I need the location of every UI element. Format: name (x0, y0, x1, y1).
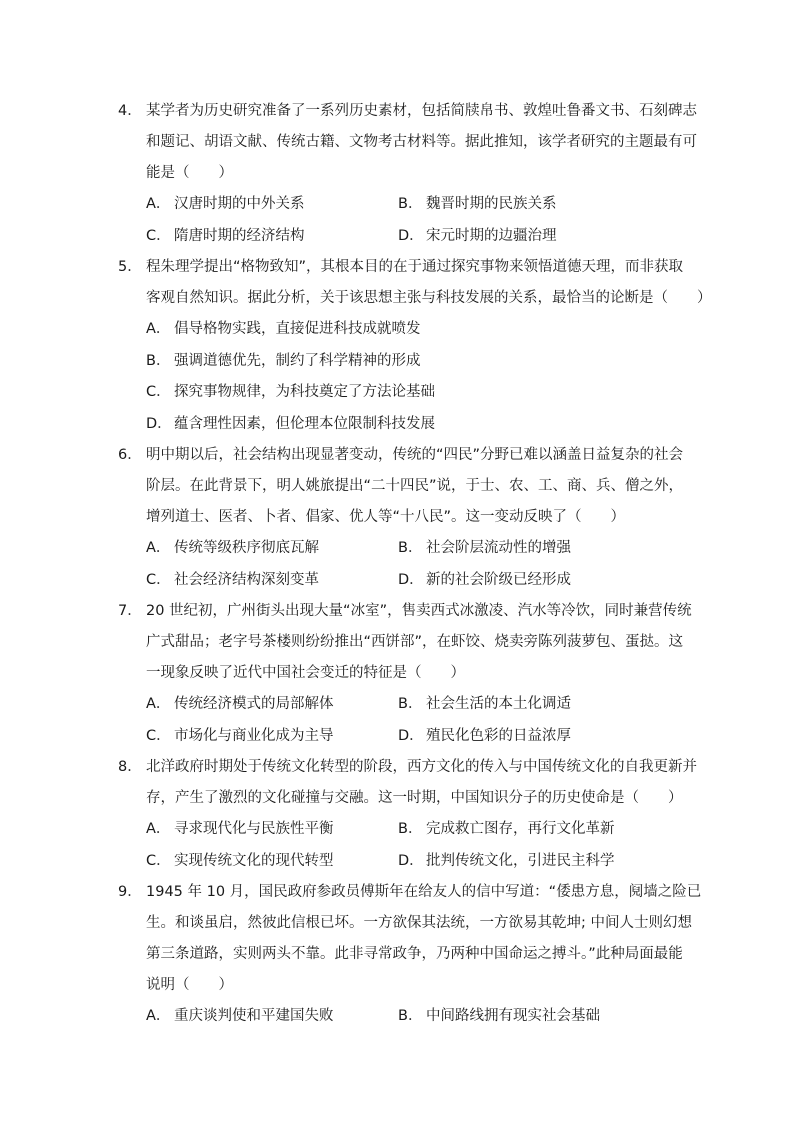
stem-line: 第三条道路，实则两头不靠。此非寻常政争，乃两种中国命运之搏斗。”此种局面最能 (146, 946, 683, 962)
option-text: 实现传统文化的现代转型 (174, 852, 334, 869)
option-a[interactable] (146, 814, 398, 846)
stem-line: 说明（ ） (146, 977, 233, 993)
question-number: 8． (118, 759, 142, 775)
question-4 (118, 96, 697, 252)
option-a[interactable] (146, 314, 421, 346)
option-c[interactable] (146, 721, 398, 753)
question-stem (118, 440, 688, 533)
option-d[interactable] (398, 721, 571, 753)
option-text: 隋唐时期的经济结构 (174, 227, 305, 244)
stem-line: 存，产生了激烈的文化碰撞与交融。这一时期，中国知识分子的历史使命是（ ） (146, 790, 683, 806)
option-letter: D． (146, 415, 172, 432)
answer-options (118, 1001, 688, 1033)
stem-line: 北洋政府时期处于传统文化转型的阶段，西方文化的传入与中国传统文化的自我更新并 (146, 759, 697, 775)
option-text: 魏晋时期的民族关系 (426, 196, 557, 212)
question-8 (118, 752, 697, 877)
question-stem (118, 752, 697, 814)
stem-line: 和题记、胡语文献、传统古籍、文物考古材料等。据此推知，该学者研究的主题最有可 (146, 134, 697, 150)
option-text: 社会经济结构深刻变革 (174, 571, 319, 588)
question-number: 9． (118, 884, 142, 900)
question-stem (118, 96, 697, 189)
option-a[interactable] (146, 1001, 398, 1033)
option-text: 探究事物规律，为科技奠定了方法论基础 (174, 384, 435, 400)
option-text: 社会阶层流动性的增强 (426, 540, 571, 556)
option-text: 完成救亡图存，再行文化革新 (426, 821, 615, 837)
option-text: 重庆谈判使和平建国失败 (174, 1008, 334, 1024)
option-text: 传统等级秩序彻底瓦解 (174, 540, 319, 556)
option-letter: A． (146, 321, 171, 337)
option-letter: D． (398, 727, 424, 744)
option-text: 寻求现代化与民族性平衡 (174, 821, 334, 837)
option-letter: A． (146, 1008, 171, 1024)
stem-line: 某学者为历史研究准备了一系列历史素材，包括简牍帛书、敦煌吐鲁番文书、石刻碑志 (146, 103, 697, 119)
question-5 (118, 252, 712, 440)
stem-line: 能是（ ） (146, 165, 233, 181)
stem-line: 阶层。在此背景下，明人姚旅提出“二十四民”说，于士、农、工、商、兵、僧之外， (146, 478, 684, 494)
question-number: 7． (118, 603, 142, 619)
option-c[interactable] (146, 377, 435, 409)
option-letter: D． (398, 852, 424, 869)
option-a[interactable] (146, 689, 398, 721)
option-text: 市场化与商业化成为主导 (174, 727, 334, 744)
option-letter: B． (398, 696, 423, 712)
option-b[interactable] (398, 814, 615, 846)
question-number: 6． (118, 447, 142, 463)
question-number: 5． (118, 259, 142, 275)
question-number: 4． (118, 103, 142, 119)
answer-options (118, 533, 688, 596)
option-c[interactable] (146, 221, 398, 253)
answer-options (118, 314, 688, 440)
stem-line: 程朱理学提出“格物致知”，其根本目的在于通过探究事物来领悟道德天理，而非获取 (146, 259, 684, 275)
option-letter: C． (146, 852, 171, 869)
option-d[interactable] (398, 221, 557, 253)
option-text: 强调道德优先，制约了科学精神的形成 (174, 352, 421, 369)
option-letter: B． (398, 821, 423, 837)
option-text: 宋元时期的边疆治理 (426, 227, 557, 244)
option-letter: B． (398, 1008, 423, 1024)
question-7 (118, 596, 692, 752)
option-letter: D． (398, 227, 424, 244)
option-text: 中间路线拥有现实社会基础 (426, 1008, 600, 1024)
question-stem (118, 596, 692, 689)
option-letter: B． (398, 196, 423, 212)
option-text: 汉唐时期的中外关系 (174, 196, 305, 212)
option-c[interactable] (146, 846, 398, 878)
option-b[interactable] (398, 533, 571, 565)
answer-options (118, 189, 688, 252)
option-letter: A． (146, 821, 171, 837)
question-stem (118, 252, 712, 314)
option-c[interactable] (146, 565, 398, 597)
stem-line: 增列道士、医者、卜者、倡家、优人等“十八民”。这一变动反映了（ ） (146, 509, 626, 525)
question-9 (118, 877, 702, 1033)
stem-line: 20 世纪初，广州街头出现大量“冰室”，售卖西式冰激凌、汽水等冷饮，同时兼营传统 (146, 603, 692, 619)
option-letter: C． (146, 227, 171, 244)
stem-line: 广式甜品；老字号茶楼则纷纷推出“西饼部”，在虾饺、烧卖旁陈列菠萝包、蛋挞。这 (146, 634, 684, 650)
option-text: 社会生活的本土化调适 (426, 696, 571, 712)
option-letter: C． (146, 727, 171, 744)
option-b[interactable] (398, 189, 557, 221)
stem-line: 客观自然知识。据此分析，关于该思想主张与科技发展的关系，最恰当的论断是（ ） (146, 290, 712, 306)
question-stem (118, 877, 702, 1001)
option-letter: C． (146, 571, 171, 588)
stem-line: 1945 年 10 月，国民政府参政员傅斯年在给友人的信中写道：“倭患方息，阋墙之险已 (146, 884, 702, 900)
answer-options (118, 689, 688, 752)
option-text: 蕴含理性因素，但伦理本位限制科技发展 (174, 415, 435, 432)
option-a[interactable] (146, 533, 398, 565)
answer-options (118, 814, 688, 877)
option-b[interactable] (146, 346, 421, 378)
option-text: 殖民化色彩的日益浓厚 (426, 727, 571, 744)
stem-line: 一现象反映了近代中国社会变迁的特征是（ ） (146, 665, 465, 681)
option-letter: D． (398, 571, 424, 588)
question-6 (118, 440, 688, 596)
option-letter: B． (146, 352, 171, 369)
option-a[interactable] (146, 189, 398, 221)
option-text: 批判传统文化，引进民主科学 (426, 852, 615, 869)
option-d[interactable] (398, 565, 571, 597)
option-d[interactable] (146, 409, 435, 441)
stem-line: 生。和谈虽启，然彼此信根已坏。一方欲保其法统，一方欲易其乾坤; 中间人士则幻想 (146, 915, 692, 931)
option-b[interactable] (398, 689, 571, 721)
option-b[interactable] (398, 1001, 600, 1033)
stem-line: 明中期以后，社会结构出现显著变动，传统的“四民”分野已难以涵盖日益复杂的社会 (146, 447, 684, 463)
option-letter: B． (398, 540, 423, 556)
option-letter: A． (146, 696, 171, 712)
option-letter: A． (146, 196, 171, 212)
option-letter: C． (146, 384, 171, 400)
option-letter: A． (146, 540, 171, 556)
option-text: 倡导格物实践，直接促进科技成就喷发 (174, 321, 421, 337)
option-text: 新的社会阶级已经形成 (426, 571, 571, 588)
option-text: 传统经济模式的局部解体 (174, 696, 334, 712)
option-d[interactable] (398, 846, 615, 878)
